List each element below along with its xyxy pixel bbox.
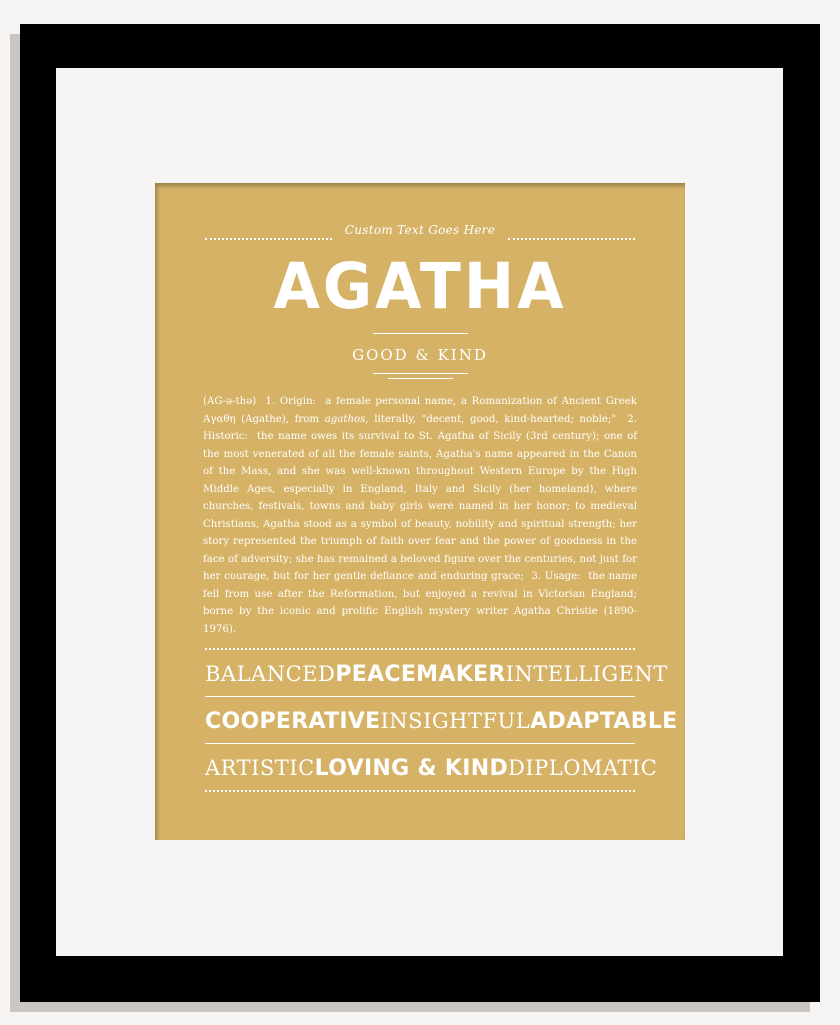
trait: PEACEMAKER: [335, 661, 506, 687]
historic-label: 2. Historic:: [203, 413, 637, 442]
origin-label: 1. Origin:: [265, 396, 317, 407]
trait-row-rule-2: [205, 743, 635, 744]
trait: ARTISTIC: [205, 756, 315, 780]
trait-row-rule-1: [205, 696, 635, 697]
historic-text: the name owes its survival to St. Agatha of Sicily (3rd century); one of the most venerated of all the female saints, Agatha's name appeared in the Canon of the Mass, and she was well-known throughout Western Europe by the High Middle Ages, especially in England, Italy and Sicily (her homeland), where churches, festivals, towns and baby girls were named in her honor; to medieval Christians, Agatha stood as a symbol of beauty, nobility and spiritual strength; her story represented the triumph of faith over fear and the power of goodness in the face of adversity; she has remained a beloved figure over the centuries, not just for her courage, but for her gentle defiance and enduring grace;: [203, 431, 638, 582]
meaning-rule-1: [373, 373, 468, 374]
trait: INSIGHTFUL: [380, 709, 531, 733]
usage-label: 3. Usage:: [531, 571, 581, 582]
trait: ADAPTABLE: [530, 708, 678, 734]
dotted-divider-traits-bottom: [205, 790, 635, 792]
name-meaning: GOOD & KIND: [352, 346, 488, 364]
pronunciation: (AG-ə-thə): [203, 396, 257, 407]
dotted-divider-right: [508, 238, 635, 240]
trait: LOVING & KIND: [314, 755, 509, 781]
dotted-divider-left: [205, 238, 332, 240]
trait: COOPERATIVE: [205, 708, 381, 734]
title-rule-top: [373, 333, 468, 334]
trait: INTELLIGENT: [505, 662, 668, 686]
origin-text-2: , literally, "decent, good, kind-hearted; noble;": [365, 413, 617, 425]
trait-row-3: [205, 750, 658, 786]
trait: DIPLOMATIC: [508, 756, 658, 780]
name-print: [155, 183, 685, 840]
trait: BALANCED: [205, 662, 336, 686]
usage-text: the name fell from use after the Reformation, but enjoyed a revival in Victorian England; borne by the iconic and prolific English mystery writer Agatha Christie (1890-1976).: [203, 571, 637, 635]
custom-text: Custom Text Goes Here: [344, 223, 496, 237]
name-title: AGATHA: [273, 250, 567, 324]
name-definition: [203, 393, 637, 638]
trait-row-2: [205, 703, 678, 739]
meaning-rule-2: [388, 378, 453, 379]
trait-row-1: [205, 656, 668, 692]
origin-italic-word: agathos: [324, 413, 366, 425]
dotted-divider-traits-top: [205, 648, 635, 650]
origin-text: a female personal name, a Romanization of Ancient Greek Αγαθη (Agathe), from: [203, 396, 637, 425]
